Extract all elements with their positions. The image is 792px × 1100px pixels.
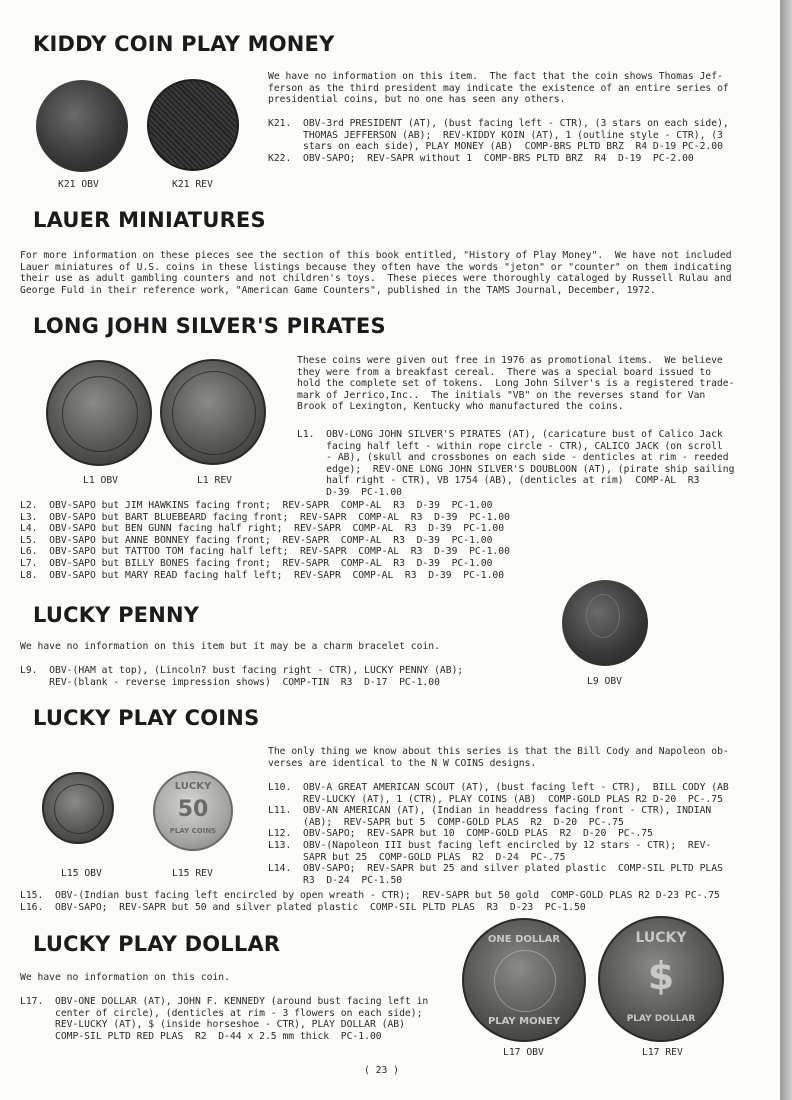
coin-l17-rev-top: LUCKY (635, 930, 687, 946)
coin-k21-rev (147, 79, 239, 171)
caption-l17-obv: L17 OBV (503, 1047, 544, 1058)
dollar-entry: L17. OBV-ONE DOLLAR (AT), JOHN F. KENNEDY (around bust facing left in center of circle), (denticles at rim - 3 flowers on each side); REV-LUCKY (AT), $ (inside horseshoe - CTR), PLAY DOLLAR (AB) COMP-SIL PLTD RED PLAS R2 D-44 x 2.5 mm thick PC-1.00 (20, 996, 429, 1042)
ljs-intro-text: These coins were given out free in 1976 as promotional items. We believe they were from a breakfast cereal. There was a special board issued to hold the complete set of tokens. Long John Silver's is a registered trade- mark of Jerrico,Inc.. The initials "VB" on the reverses stand for Van Brook of Lexington, Kentucky who manufactured the coins. (297, 355, 735, 413)
section-title-dollar: LUCKY PLAY DOLLAR (33, 932, 281, 956)
coin-l15-rev-top: LUCKY (174, 781, 212, 792)
coin-l15-obv (42, 772, 114, 844)
playcoins-intro-text: The only thing we know about this series is that the Bill Cody and Napoleon ob- verses are identical to the N W COINS designs. (268, 746, 729, 769)
caption-l1-obv: L1 OBV (83, 475, 118, 486)
section-title-ljs: LONG JOHN SILVER'S PIRATES (33, 314, 386, 338)
section-title-lauer: LAUER MINIATURES (33, 208, 266, 232)
caption-l1-rev: L1 REV (197, 475, 232, 486)
coin-l1-rev (160, 359, 266, 465)
coin-l15-rev-bottom: PLAY COINS (169, 827, 217, 835)
caption-k21-obv: K21 OBV (58, 179, 99, 190)
coin-k21-obv (36, 80, 128, 172)
coin-l17-obv-top: ONE DOLLAR (487, 934, 561, 945)
coin-l17-rev-bottom: PLAY DOLLAR (626, 1014, 696, 1024)
coin-l9-obv (562, 580, 648, 666)
coin-l17-obv-bottom: PLAY MONEY (487, 1016, 561, 1027)
section-title-playcoins: LUCKY PLAY COINS (33, 706, 260, 730)
section-title-kiddy: KIDDY COIN PLAY MONEY (33, 32, 335, 56)
ljs-entries-l2-l8: L2. OBV-SAPO but JIM HAWKINS facing front; REV-SAPR COMP-AL R3 D-39 PC-1.00 L3. OBV-SAPO but BART BLUEBEARD facing front; REV-SAPR COMP-AL R3 D-39 PC-1.00 L4. OBV-SAPO but BEN GUNN facing half right; REV-SAPR COMP-AL R3 D-39 PC-1.00 L5. OBV-SAPO but ANNE BONNEY facing front; REV-SAPR COMP-AL R3 D-39 PC-1.00 L6. OBV-SAPO but TATTOO TOM facing half left; REV-SAPR COMP-AL R3 D-39 PC-1.00 L7. OBV-SAPO but BILLY BONES facing front; REV-SAPR COMP-AL R3 D-39 PC-1.00 L8. OBV-SAPO but MARY READ facing half left; REV-SAPR COMP-AL R3 D-39 PC-1.00 (20, 500, 510, 581)
lauer-text: For more information on these pieces see the section of this book entitled, "History of Play Money". We have not included Lauer miniatures of U.S. coins in these listings because they often have the words "jeton" or "counter" on them indicating their use as adult gambling counters and not children's toys. These pieces were thoroughly cataloged by Russell Rulau and George Fuld in their reference work, "American Game Counters", published in the TAMS Journal, December, 1972. (20, 250, 732, 296)
coin-l15-rev (153, 771, 233, 851)
caption-k21-rev: K21 REV (172, 179, 213, 190)
bleed-through-shadow (480, 26, 486, 47)
kiddy-intro-text: We have no information on this item. The fact that the coin shows Thomas Jef- ferson as the third president may indicate the existence of an entire series of presidential coins, but no one has seen any others. (268, 71, 729, 106)
caption-l9-obv: L9 OBV (587, 676, 622, 687)
caption-l15-obv: L15 OBV (61, 868, 102, 879)
coin-l17-rev (598, 916, 724, 1042)
playcoins-entries-l15-l16: L15. OBV-(Indian bust facing left encircled by open wreath - CTR); REV-SAPR but 50 gold COMP-GOLD PLAS R2 D-23 PC-.75 L16. OBV-SAPO; REV-SAPR but 50 and silver plated plastic COMP-SIL PLTD PLAS R3 D-23 PC-1.50 (20, 890, 720, 913)
section-title-penny: LUCKY PENNY (33, 603, 200, 627)
penny-intro-text: We have no information on this item but it may be a charm bracelet coin. (20, 641, 440, 652)
kiddy-entries: K21. OBV-3rd PRESIDENT (AT), (bust facing left - CTR), (3 stars on each side), THOMAS JEFFERSON (AB); REV-KIDDY KOIN (AT), 1 (outline style - CTR), (3 stars on each side), PLAY MONEY (AB) COMP-BRS PLTD BRZ R4 D-19 PC-2.00 K22. OBV-SAPO; REV-SAPR without 1 COMP-BRS PLTD BRZ R4 D-19 PC-2.00 (268, 118, 729, 164)
dollar-intro-text: We have no information on this coin. (20, 972, 230, 983)
ljs-entry-l1: L1. OBV-LONG JOHN SILVER'S PIRATES (AT), (caricature bust of Calico Jack facing half left - within rope circle - CTR), CALICO JACK (on scroll - AB), (skull and crossbones on each side - denticles at rim - reeded edge); REV-ONE LONG JOHN SILVER'S DOUBLOON (AT), (pirate ship sailing half right - CTR), VB 1754 (AB), (denticles at rim) COMP-AL R3 D-39 PC-1.00 (297, 429, 735, 498)
caption-l15-rev: L15 REV (172, 868, 213, 879)
coin-l15-rev-value: 50 (177, 797, 209, 822)
caption-l17-rev: L17 REV (642, 1047, 683, 1058)
coin-l1-obv (46, 360, 152, 466)
penny-entry: L9. OBV-(HAM at top), (Lincoln? bust facing right - CTR), LUCKY PENNY (AB); REV-(blank - reverse impression shows) COMP-TIN R3 D-17 PC-1.00 (20, 665, 464, 688)
playcoins-entries: L10. OBV-A GREAT AMERICAN SCOUT (AT), (bust facing left - CTR), BILL CODY (AB REV-LUCKY (AT), 1 (CTR), PLAY COINS (AB) COMP-GOLD PLAS R2 D-20 PC-.75 L11. OBV-AN AMERICAN (AT), (Indian in headdress facing front - CTR), INDIAN (AB); REV-SAPR but 5 COMP-GOLD PLAS R2 D-20 PC-.75 L12. OBV-SAPO; REV-SAPR but 10 COMP-GOLD PLAS R2 D-20 PC-.75 L13. OBV-(Napoleon III bust facing left encircled by 12 stars - CTR); REV- SAPR but 25 COMP-GOLD PLAS R2 D-24 PC-.75 L14. OBV-SAPO; REV-SAPR but 25 and silver plated plastic COMP-SIL PLTD PLAS R3 D-24 PC-1.50 (268, 782, 729, 886)
coin-l17-obv (462, 918, 586, 1042)
page-edge-shadow (780, 0, 792, 1100)
coin-l17-rev-symbol: $ (647, 954, 675, 998)
page-number: ( 23 ) (364, 1065, 399, 1076)
